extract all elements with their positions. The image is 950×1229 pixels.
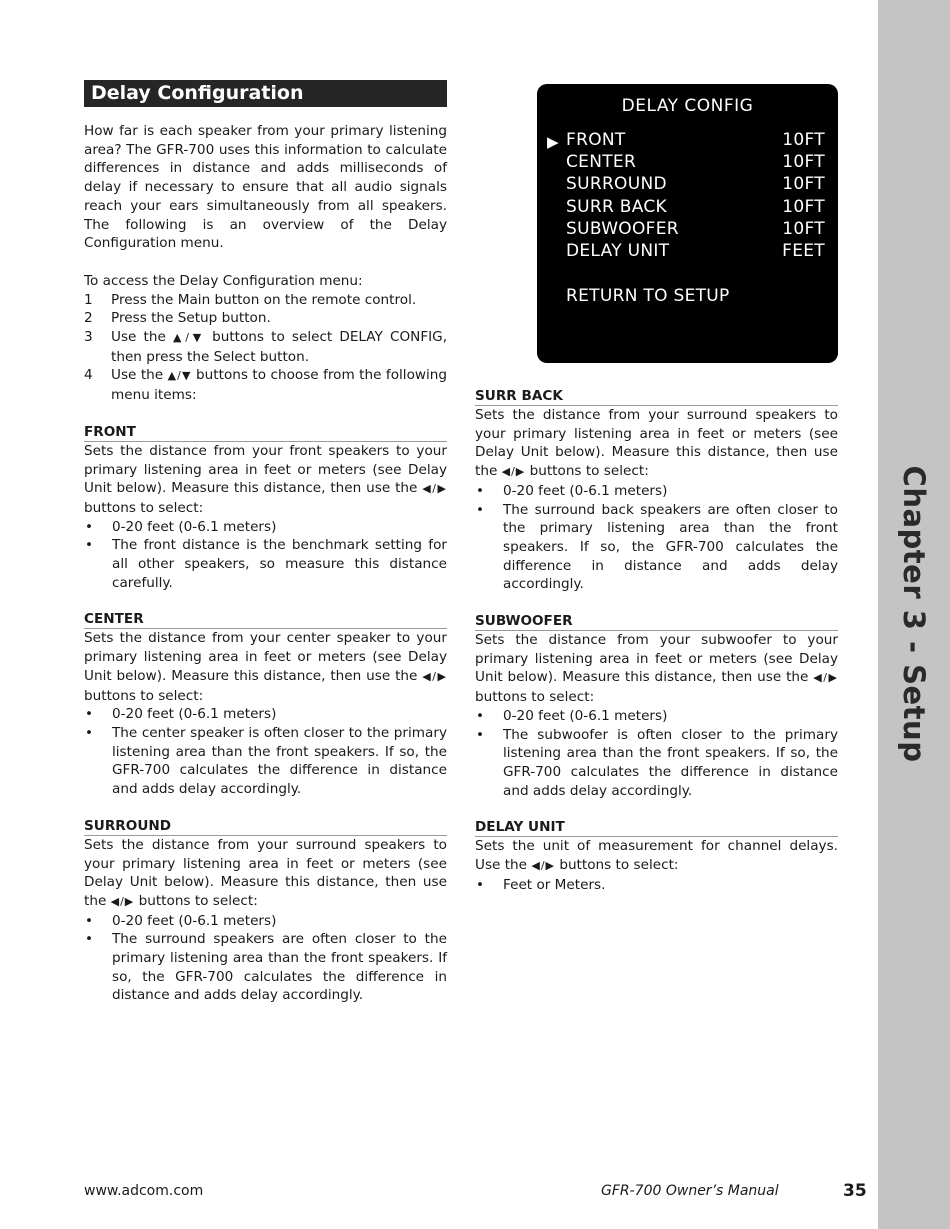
osd-return-to-setup[interactable]: RETURN TO SETUP bbox=[566, 286, 730, 306]
center-heading: CENTER bbox=[84, 610, 447, 629]
access-heading: To access the Delay Configuration menu: bbox=[84, 272, 363, 289]
subwoofer-body: Sets the distance from your subwoofer to your primary listening area in feet or meters (see Delay Unit below). Measure this distance, then use the ◀/▶ buttons to select: bbox=[475, 632, 839, 706]
osd-row-surr-back[interactable]: SURR BACK 10FT bbox=[566, 197, 825, 217]
page-number: 35 bbox=[843, 1181, 867, 1201]
bullet-item: • 0-20 feet (0-6.1 meters) bbox=[84, 912, 447, 931]
left-right-arrows-icon: ◀/▶ bbox=[531, 859, 555, 873]
delay-unit-heading: DELAY UNIT bbox=[475, 818, 838, 837]
bullet-item: • The subwoofer is often closer to the primary listening area than the front speakers. If so, the GFR-700 calculates the difference in distance and adds delay accordingly. bbox=[475, 726, 838, 801]
delay-unit-body: Sets the unit of measurement for channel delays. Use the ◀/▶ buttons to select: bbox=[475, 838, 838, 874]
delay-unit-bullets bbox=[475, 876, 838, 895]
subwoofer-heading: SUBWOOFER bbox=[475, 612, 838, 631]
footer-url: www.adcom.com bbox=[84, 1183, 204, 1199]
up-down-arrows-icon: ▲/▼ bbox=[167, 369, 192, 383]
step-item: 1 Press the Main button on the remote control. bbox=[84, 291, 417, 308]
bullet-item: • The surround back speakers are often closer to the primary listening area than the front speakers. If so, the GFR-700 calculates the difference in distance and adds delay accordingly. bbox=[475, 501, 838, 595]
surround-body: Sets the distance from your surround speakers to your primary listening area in feet or meters (see Delay Unit below). Measure this distance, then use the ◀/▶ buttons to select: bbox=[84, 836, 447, 909]
step-item: 2 Press the Setup button. bbox=[84, 310, 271, 327]
bullet-item: • 0-20 feet (0-6.1 meters) bbox=[84, 705, 447, 724]
surr-back-bullets bbox=[475, 482, 838, 594]
page-title: Delay Configuration bbox=[84, 80, 447, 107]
surround-bullets bbox=[84, 912, 447, 1006]
up-down-arrows-icon: ▲/▼ bbox=[172, 331, 205, 345]
front-body: Sets the distance from your front speakers to your primary listening area in feet or meters (see Delay Unit below). Measure this distance, then use the ◀/▶ buttons to select: bbox=[84, 442, 448, 516]
osd-row-surround[interactable]: SURROUND 10FT bbox=[566, 174, 825, 194]
osd-row-front[interactable]: FRONT 10FT bbox=[566, 130, 825, 150]
osd-title: DELAY CONFIG bbox=[621, 96, 754, 116]
left-right-arrows-icon: ◀/▶ bbox=[110, 894, 135, 908]
front-bullets bbox=[84, 518, 447, 593]
bullet-item: • 0-20 feet (0-6.1 meters) bbox=[475, 482, 838, 501]
surr-back-heading: SURR BACK bbox=[475, 387, 838, 406]
surround-heading: SURROUND bbox=[84, 817, 447, 836]
step-item: 4 Use the ▲/▼ buttons to choose from the following menu items: bbox=[84, 367, 448, 404]
surr-back-body: Sets the distance from your surround speakers to your primary listening area in feet or meters (see Delay Unit below). Measure this distance, then use the ◀/▶ buttons to select: bbox=[475, 407, 838, 480]
left-right-arrows-icon: ◀/▶ bbox=[422, 669, 448, 683]
bullet-item: • The front distance is the benchmark setting for all other speakers, so measure this distance carefully. bbox=[84, 536, 447, 592]
subwoofer-bullets bbox=[475, 707, 838, 801]
steps-list bbox=[84, 291, 447, 405]
osd-row-subwoofer[interactable]: SUBWOOFER 10FT bbox=[566, 219, 825, 239]
bullet-item: • The surround speakers are often closer to the primary listening area than the front speakers. If so, the GFR-700 calculates the difference in distance and adds delay accordingly. bbox=[84, 930, 447, 1005]
left-right-arrows-icon: ◀/▶ bbox=[501, 465, 526, 479]
front-heading: FRONT bbox=[84, 423, 447, 442]
cursor-arrow-icon: ▶ bbox=[547, 133, 559, 151]
center-bullets bbox=[84, 705, 447, 799]
bullet-item: • 0-20 feet (0-6.1 meters) bbox=[475, 707, 838, 726]
intro-paragraph: How far is each speaker from your primary listening area? The GFR-700 uses this information to calculate differences in distance and adds milliseconds of delay if necessary to ensure that all audio signals reach your ears simultaneously from all speakers. The following is an overview of the Delay Configuration menu. bbox=[84, 123, 447, 252]
chapter-label: Chapter 3 - Setup bbox=[897, 465, 931, 763]
footer-manual-title: GFR-700 Owner’s Manual bbox=[601, 1183, 779, 1199]
right-column bbox=[475, 387, 838, 894]
osd-row-center[interactable]: CENTER 10FT bbox=[566, 152, 825, 172]
delay-config-osd bbox=[537, 84, 838, 363]
bullet-item: • 0-20 feet (0-6.1 meters) bbox=[84, 518, 447, 537]
bullet-item: • The center speaker is often closer to the primary listening area than the front speakers. If so, the GFR-700 calculates the difference in distance and adds delay accordingly. bbox=[84, 724, 447, 799]
center-body: Sets the distance from your center speaker to your primary listening area in feet or meters (see Delay Unit below). Measure this distance, then use the ◀/▶ buttons to select: bbox=[84, 630, 448, 704]
left-right-arrows-icon: ◀/▶ bbox=[422, 482, 448, 496]
left-right-arrows-icon: ◀/▶ bbox=[813, 671, 839, 685]
bullet-item: • Feet or Meters. bbox=[475, 876, 838, 895]
left-column bbox=[84, 80, 447, 1005]
osd-row-delay-unit[interactable]: DELAY UNIT FEET bbox=[566, 241, 825, 261]
step-item: 3 Use the ▲/▼ buttons to select DELAY CONFIG, then press the Select button. bbox=[84, 329, 448, 365]
